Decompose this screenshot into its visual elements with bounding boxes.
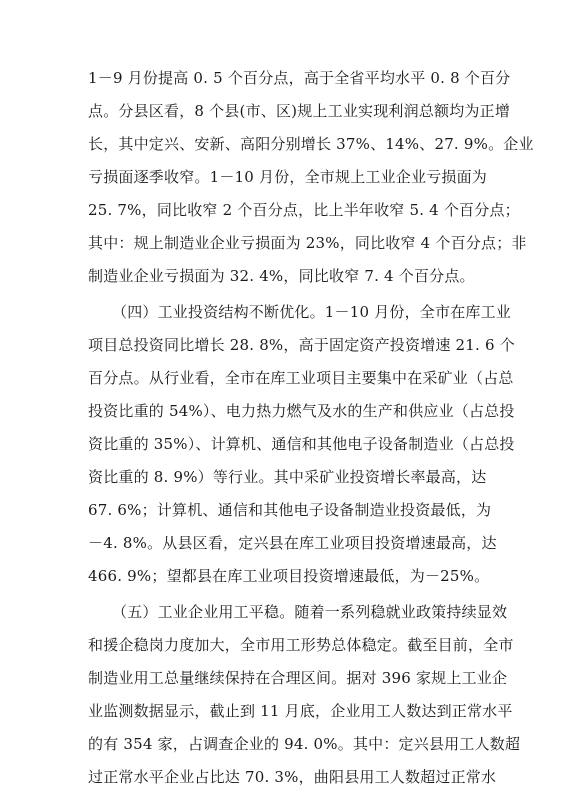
text-line: 资比重的 8. 9%）等行业。其中采矿业投资增长率最高，达 <box>88 468 487 486</box>
text-line: 过正常水平企业占比达 70. 3%，曲阳县用工人数超过正常水 <box>88 768 497 786</box>
text-line: 其中：规上制造业企业亏损面为 23%，同比收窄 4 个百分点；非 <box>88 234 527 252</box>
text-line: 466. 9%；望都县在库工业项目投资增速最低，为－25%。 <box>88 567 490 585</box>
section-heading-line: （五）工业企业用工平稳。随着一系列稳就业政策持续显效 <box>112 603 508 621</box>
text-line: 百分点。从行业看，全市在库工业项目主要集中在采矿业（占总 <box>88 369 514 387</box>
text-line: 投资比重的 54%）、电力热力燃气及水的生产和供应业（占总投 <box>88 402 515 420</box>
text-line: 制造业用工总量继续保持在合理区间。据对 396 家规上工业企 <box>88 669 508 687</box>
text-line: 的有 354 家，占调查企业的 94. 0%。其中：定兴县用工人数超 <box>88 735 521 753</box>
text-line: 和援企稳岗力度加大，全市用工形势总体稳定。截至目前，全市 <box>88 636 514 654</box>
text-line: 25. 7%，同比收窄 2 个百分点，比上半年收窄 5. 4 个百分点； <box>88 201 520 219</box>
text-line: 项目总投资同比增长 28. 8%，高于固定资产投资增速 21. 6 个 <box>88 336 515 354</box>
text-line: －4. 8%。从县区看，定兴县在库工业项目投资增速最高，达 <box>88 534 497 552</box>
text-line: 资比重的 35%）、计算机、通信和其他电子设备制造业（占总投 <box>88 435 515 453</box>
text-line: 点。分县区看，8 个县(市、区)规上工业实现利润总额均为正增 <box>88 102 511 120</box>
text-line: 1－9 月份提高 0. 5 个百分点，高于全省平均水平 0. 8 个百分 <box>88 69 511 87</box>
text-line: 67. 6%；计算机、通信和其他电子设备制造业投资最低，为 <box>88 501 492 519</box>
text-line: 业监测数据显示，截止到 11 月底，企业用工人数达到正常水平 <box>88 702 513 720</box>
text-line: 亏损面逐季收窄。1－10 月份，全市规上工业企业亏损面为 <box>88 168 488 186</box>
text-line: 长，其中定兴、安新、高阳分别增长 37%、14%、27. 9%。企业 <box>88 135 534 153</box>
text-line: 制造业企业亏损面为 32. 4%，同比收窄 7. 4 个百分点。 <box>88 267 475 285</box>
section-heading-line: （四）工业投资结构不断优化。1－10 月份，全市在库工业 <box>112 303 512 321</box>
